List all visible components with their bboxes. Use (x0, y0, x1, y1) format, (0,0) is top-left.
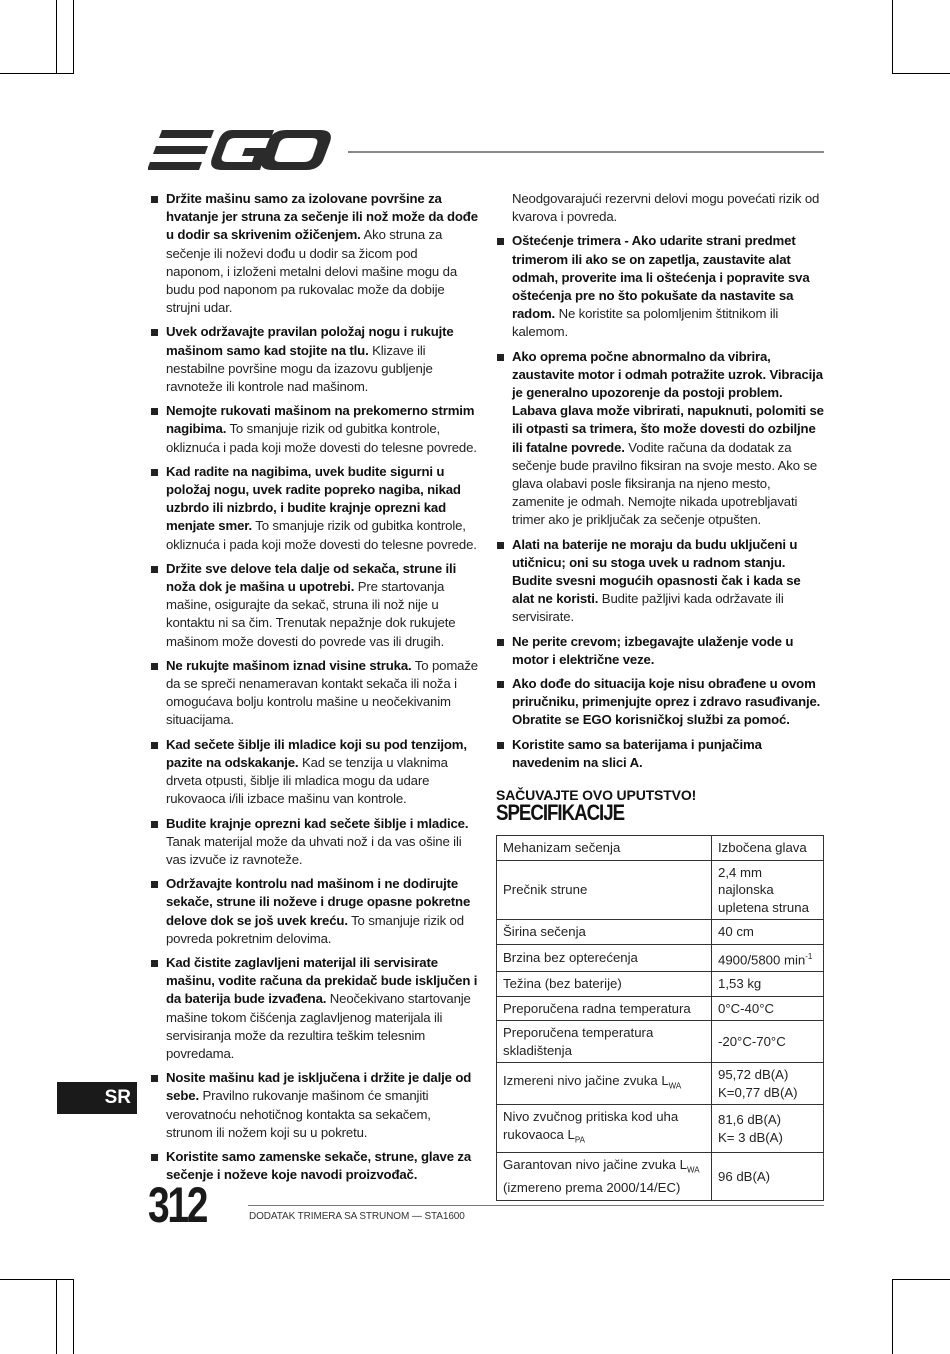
warning-item: Održavajte kontrolu nad mašinom i ne dodirujte sekače, strune ili noževe i druge opasne pokretne delove dok se još uvek kreću. To smanjuje rizik od povreda pokretnim delovima. (150, 875, 478, 948)
warning-item: Držite sve delove tela dalje od sekača, strune ili noža dok je mašina u upotrebi. Pre startovanja mašine, osigurajte da sekač, struna ili nož nije u kontaktu ni sa čim. Trenutak nepažnje dok rukujete mašinom može dovesti do povrede vas ili drugih. (150, 560, 478, 651)
table-row (497, 1153, 824, 1201)
spec-key: Preporučena temperatura skladištenja (497, 1021, 712, 1063)
crop-mark (892, 73, 950, 74)
crop-mark (892, 1279, 950, 1280)
warning-item: Nemojte rukovati mašinom na prekomerno strmim nagibima. To smanjuje rizik od gubitka kontrole, okliznuća i pada koji može dovesti do telesne povrede. (150, 402, 478, 457)
spec-key: Nivo zvučnog pritiska kod uha rukovaoca $L_{PA}$ (497, 1105, 712, 1153)
language-tab: SR (57, 1082, 137, 1114)
page-number: 312 (148, 1177, 207, 1233)
crop-mark (56, 1279, 57, 1354)
warning-item: Ako oprema počne abnormalno da vibrira, zaustavite motor i odmah potražite uzrok. Vibracija je generalno upozorenje da postoji problem. Labava glava može vibrirati, napuknuti, polomiti se ili otpasti sa trimera, što može dovesti do ozbiljne ili fatalne povrede. Vodite računa da dodatak za sečenje bude pravilno fiksiran na svoje mesto. Ako se glava olabavi posle fiksiranja na njeno mesto, zamenite je odmah. Nemojte nikada upotrebljavati trimer ako je priključak za sečenje otpušten. (496, 348, 826, 530)
spec-value: 1,53 kg (712, 972, 824, 997)
crop-mark (73, 1279, 74, 1354)
crop-mark (73, 0, 74, 74)
right-column (496, 190, 826, 804)
warning-item: Koristite samo zamenske sekače, strune, glave za sečenje i noževe koje navodi proizvođač. (150, 1148, 478, 1184)
crop-mark (0, 73, 74, 74)
spec-value: 0°C-40°C (712, 996, 824, 1021)
header-rule (348, 151, 824, 153)
table-row (497, 836, 824, 861)
warning-item: Kad radite na nagibima, uvek budite sigurni u položaj nogu, uvek radite popreko nagiba, nikad uzbrdo ili nizbrdo, i budite krajnje oprezni kad menjate smer. To smanjuje rizik od gubitka kontrole, okliznuća i pada koji može dovesti do telesne povrede. (150, 463, 478, 554)
warning-item: Koristite samo sa baterijama i punjačima navedenim na slici A. (496, 736, 826, 772)
spec-value: Izbočena glava (712, 836, 824, 861)
warning-item: Alati na baterije ne moraju da budu uključeni u utičnicu; oni su stoga uvek u radnom stanju. Budite svesni mogućih opasnosti čak i kada se alat ne koristi. Budite pažljivi kada održavate ili servisirate. (496, 536, 826, 627)
crop-mark (892, 1279, 893, 1354)
footer-rule (248, 1205, 824, 1206)
crop-mark (0, 1279, 74, 1280)
warning-item: Kad sečete šiblje ili mladice koji su pod tenzijom, pazite na odskakanje. Kad se tenzija u vlaknima drveta otpusti, šiblje ili mladica mogu da udare rukovaoca i/ili izbace mašinu van kontrole. (150, 736, 478, 809)
table-row (497, 996, 824, 1021)
spec-key: Izmereni nivo jačine zvuka $L_{WA}$ (497, 1063, 712, 1105)
crop-mark (892, 0, 893, 74)
spec-value: -20°C-70°C (712, 1021, 824, 1063)
warning-item: Kad čistite zaglavljeni materijal ili servisirate mašinu, vodite računa da prekidač bude isključen i da baterija bude izvađena. Neočekivano startovanje mašine tokom čišćenja zaglavljenog materijala ili servisiranja može da rezultira teškim telesnim povredama. (150, 954, 478, 1063)
warning-item: Držite mašinu samo za izolovane površine za hvatanje jer struna za sečenje ili nož može da dođe u dodir sa skrivenim ožičenjem. Ako struna za sečenje ili noževi dođu u dodir sa žicom pod naponom, i izloženi metalni delovi mašine mogu da budu pod naponom pa rukovalac može da dobije strujni udar. (150, 190, 478, 317)
spec-key: Mehanizam sečenja (497, 836, 712, 861)
crop-mark (56, 0, 57, 74)
table-row (497, 1063, 824, 1105)
spec-value: 40 cm (712, 920, 824, 945)
left-column (150, 190, 478, 1190)
spec-key: Garantovan nivo jačine zvuka $L_{WA}$ (izmereno prema 2000/14/EC) (497, 1153, 712, 1201)
spec-value: 96 dB(A) (712, 1153, 824, 1201)
table-row (497, 972, 824, 997)
spec-key: Preporučena radna temperatura (497, 996, 712, 1021)
spec-key: Težina (bez baterije) (497, 972, 712, 997)
spec-value: 2,4 mm najlonska upletena struna (712, 860, 824, 920)
warning-item: Budite krajnje oprezni kad sečete šiblje i mladice. Tanak materijal može da uhvati nož i da vas ošine ili vas izvuče iz ravnoteže. (150, 815, 478, 870)
warning-item: Nosite mašinu kad je isključena i držite je dalje od sebe. Pravilno rukovanje mašinom će smanjiti verovatnoću nehotičnog kontakta sa sekačem, strunom ili nožem koji su u pokretu. (150, 1069, 478, 1142)
spec-key: Širina sečenja (497, 920, 712, 945)
table-row (497, 1105, 824, 1153)
spec-key: Prečnik strune (497, 860, 712, 920)
warning-item: Ako dođe do situacija koje nisu obrađene u ovom priručniku, primenjujte oprez i zdravo rasuđivanje. Obratite se EGO korisničkoj službi za pomoć. (496, 675, 826, 730)
table-row (497, 860, 824, 920)
continued-text: Neodgovarajući rezervni delovi mogu povećati rizik od kvarova i povreda. (512, 191, 820, 225)
save-instructions: SAČUVAJTE OVO UPUTSTVO! (496, 787, 697, 804)
warning-item: Ne perite crevom; izbegavajte ulaženje vode u motor i električne veze. (496, 633, 826, 669)
warning-item: Uvek održavajte pravilan položaj nogu i rukujte mašinom samo kad stojite na tlu. Klizave ili nestabilne površine mogu da izazovu gubljenje ravnoteže ili kontrole nad mašinom. (150, 323, 478, 396)
table-row (497, 920, 824, 945)
table-row (497, 944, 824, 972)
footer-text: DODATAK TRIMERA SA STRUNOM — STA1600 (249, 1211, 465, 1222)
spec-value: 95,72 dB(A) K=0,77 dB(A) (712, 1063, 824, 1105)
spec-key: Brzina bez opterećenja (497, 944, 712, 972)
spec-value: 81,6 dB(A) K= 3 dB(A) (712, 1105, 824, 1153)
ego-logo (148, 128, 333, 174)
spec-title: SPECIFIKACIJE (496, 800, 625, 825)
table-row (497, 1021, 824, 1063)
spec-table (496, 835, 824, 1201)
warning-item: Oštećenje trimera - Ako udarite strani predmet trimerom ili ako se on zapetlja, zaustavite alat odmah, proverite ima li oštećenja i popravite sva oštećenja pre no što pokušate da nastavite sa radom. Ne koristite sa polomljenim štitnikom ili kalemom. (496, 232, 826, 341)
warning-item: Ne rukujte mašinom iznad visine struka. To pomaže da se spreči nenameravan kontakt sekača ili noža i omogućava bolju kontrolu mašine u neočekivanim situacijama. (150, 657, 478, 730)
spec-value: 4900/5800 $\min^{-1}$ (712, 944, 824, 972)
